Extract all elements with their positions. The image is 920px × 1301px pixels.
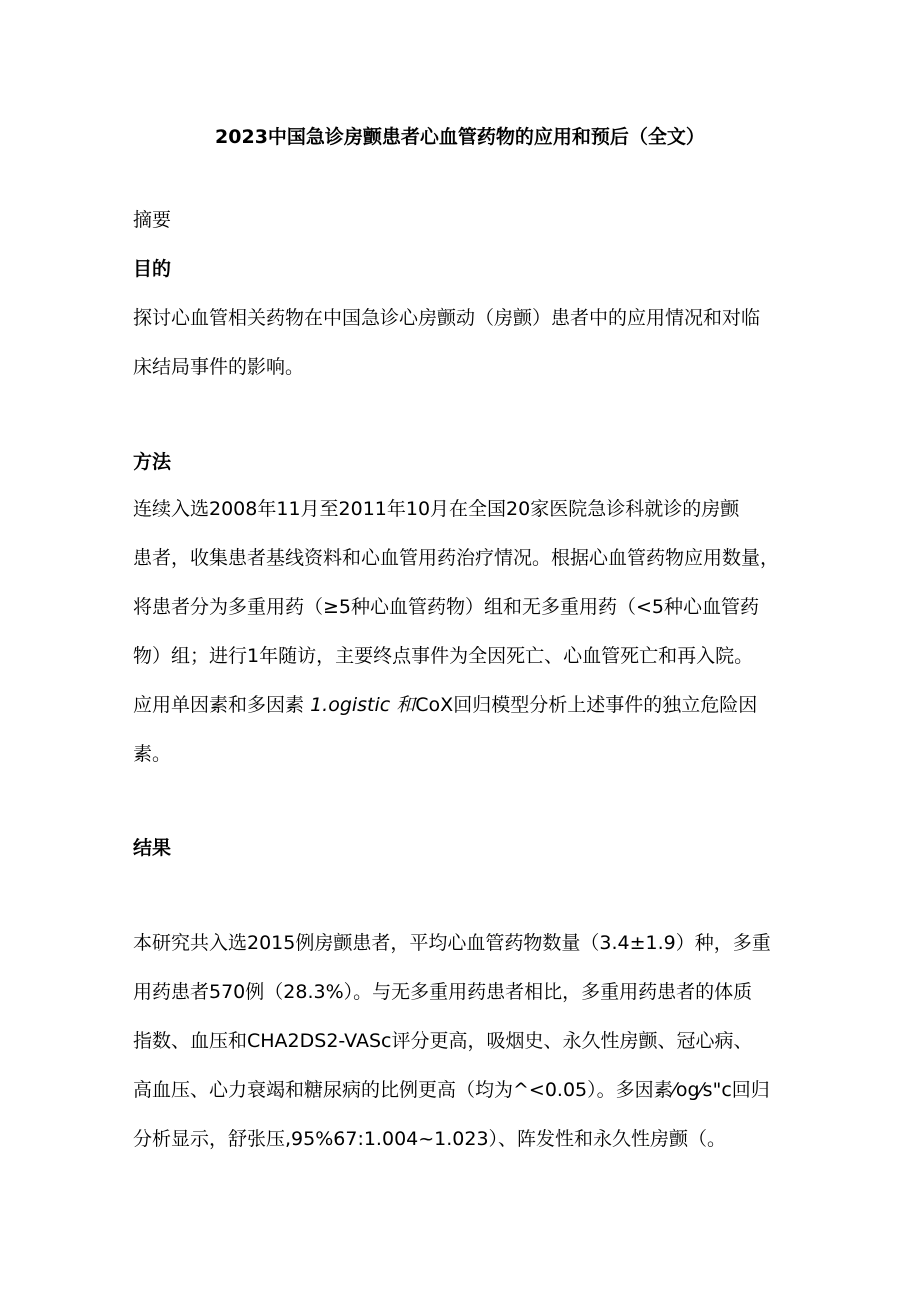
objective-paragraph [133, 305, 813, 380]
methods-line-5 [133, 692, 813, 741]
abstract-label: 摘要 [133, 209, 172, 231]
results-line-3: 指数、血压和CHA2DS2-VASc评分更高，吸烟史、永久性房颤、冠心病、 [133, 1030, 753, 1052]
methods-line-5-italic: 1.ogistic 和 [310, 694, 416, 716]
methods-line-5-part-b: CoX回归模型分析上述事件的独立危险因 [415, 694, 758, 716]
methods-paragraph [133, 496, 813, 767]
objective-line-1: 探讨心血管相关药物在中国急诊心房颤动（房颤）患者中的应用情况和对临 [133, 307, 761, 329]
methods-line-4: 物）组；进行1年随访，主要终点事件为全因死亡、心血管死亡和再入院。 [133, 645, 754, 667]
results-line-4: 高血压、心力衰竭和糖尿病的比例更高（均为^<0.05）。多因素⁄og⁄s"c回归 [133, 1079, 770, 1101]
objective-line-2: 床结局事件的影响。 [133, 356, 305, 378]
methods-line-1: 连续入选2008年11月至2011年10月在全国20家医院急诊科就诊的房颤 [133, 498, 740, 520]
results-line-2: 用药患者570例（28.3%）。与无多重用药患者相比，多重用药患者的体质 [133, 981, 753, 1003]
results-line-1: 本研究共入选2015例房颤患者，平均心血管药物数量（3.4±1.9）种，多重 [133, 932, 771, 954]
document-title: 2023中国急诊房颤患者心血管药物的应用和预后（全文） [215, 126, 705, 148]
methods-line-2: 患者，收集患者基线资料和心血管用药治疗情况。根据心血管药物应用数量， [133, 547, 780, 569]
methods-line-5-part-a: 应用单因素和多因素 [133, 694, 305, 716]
results-paragraph [133, 930, 813, 1152]
methods-heading: 方法 [133, 451, 172, 473]
methods-line-3: 将患者分为多重用药（≥5种心血管药物）组和无多重用药（<5种心血管药 [133, 596, 760, 618]
results-heading: 结果 [133, 837, 172, 859]
objective-heading: 目的 [133, 258, 172, 280]
results-line-5: 分析显示，舒张压,95%67:1.004~1.023）、阵发性和永久性房颤（。 [133, 1128, 727, 1150]
methods-line-6: 素。 [133, 743, 172, 765]
